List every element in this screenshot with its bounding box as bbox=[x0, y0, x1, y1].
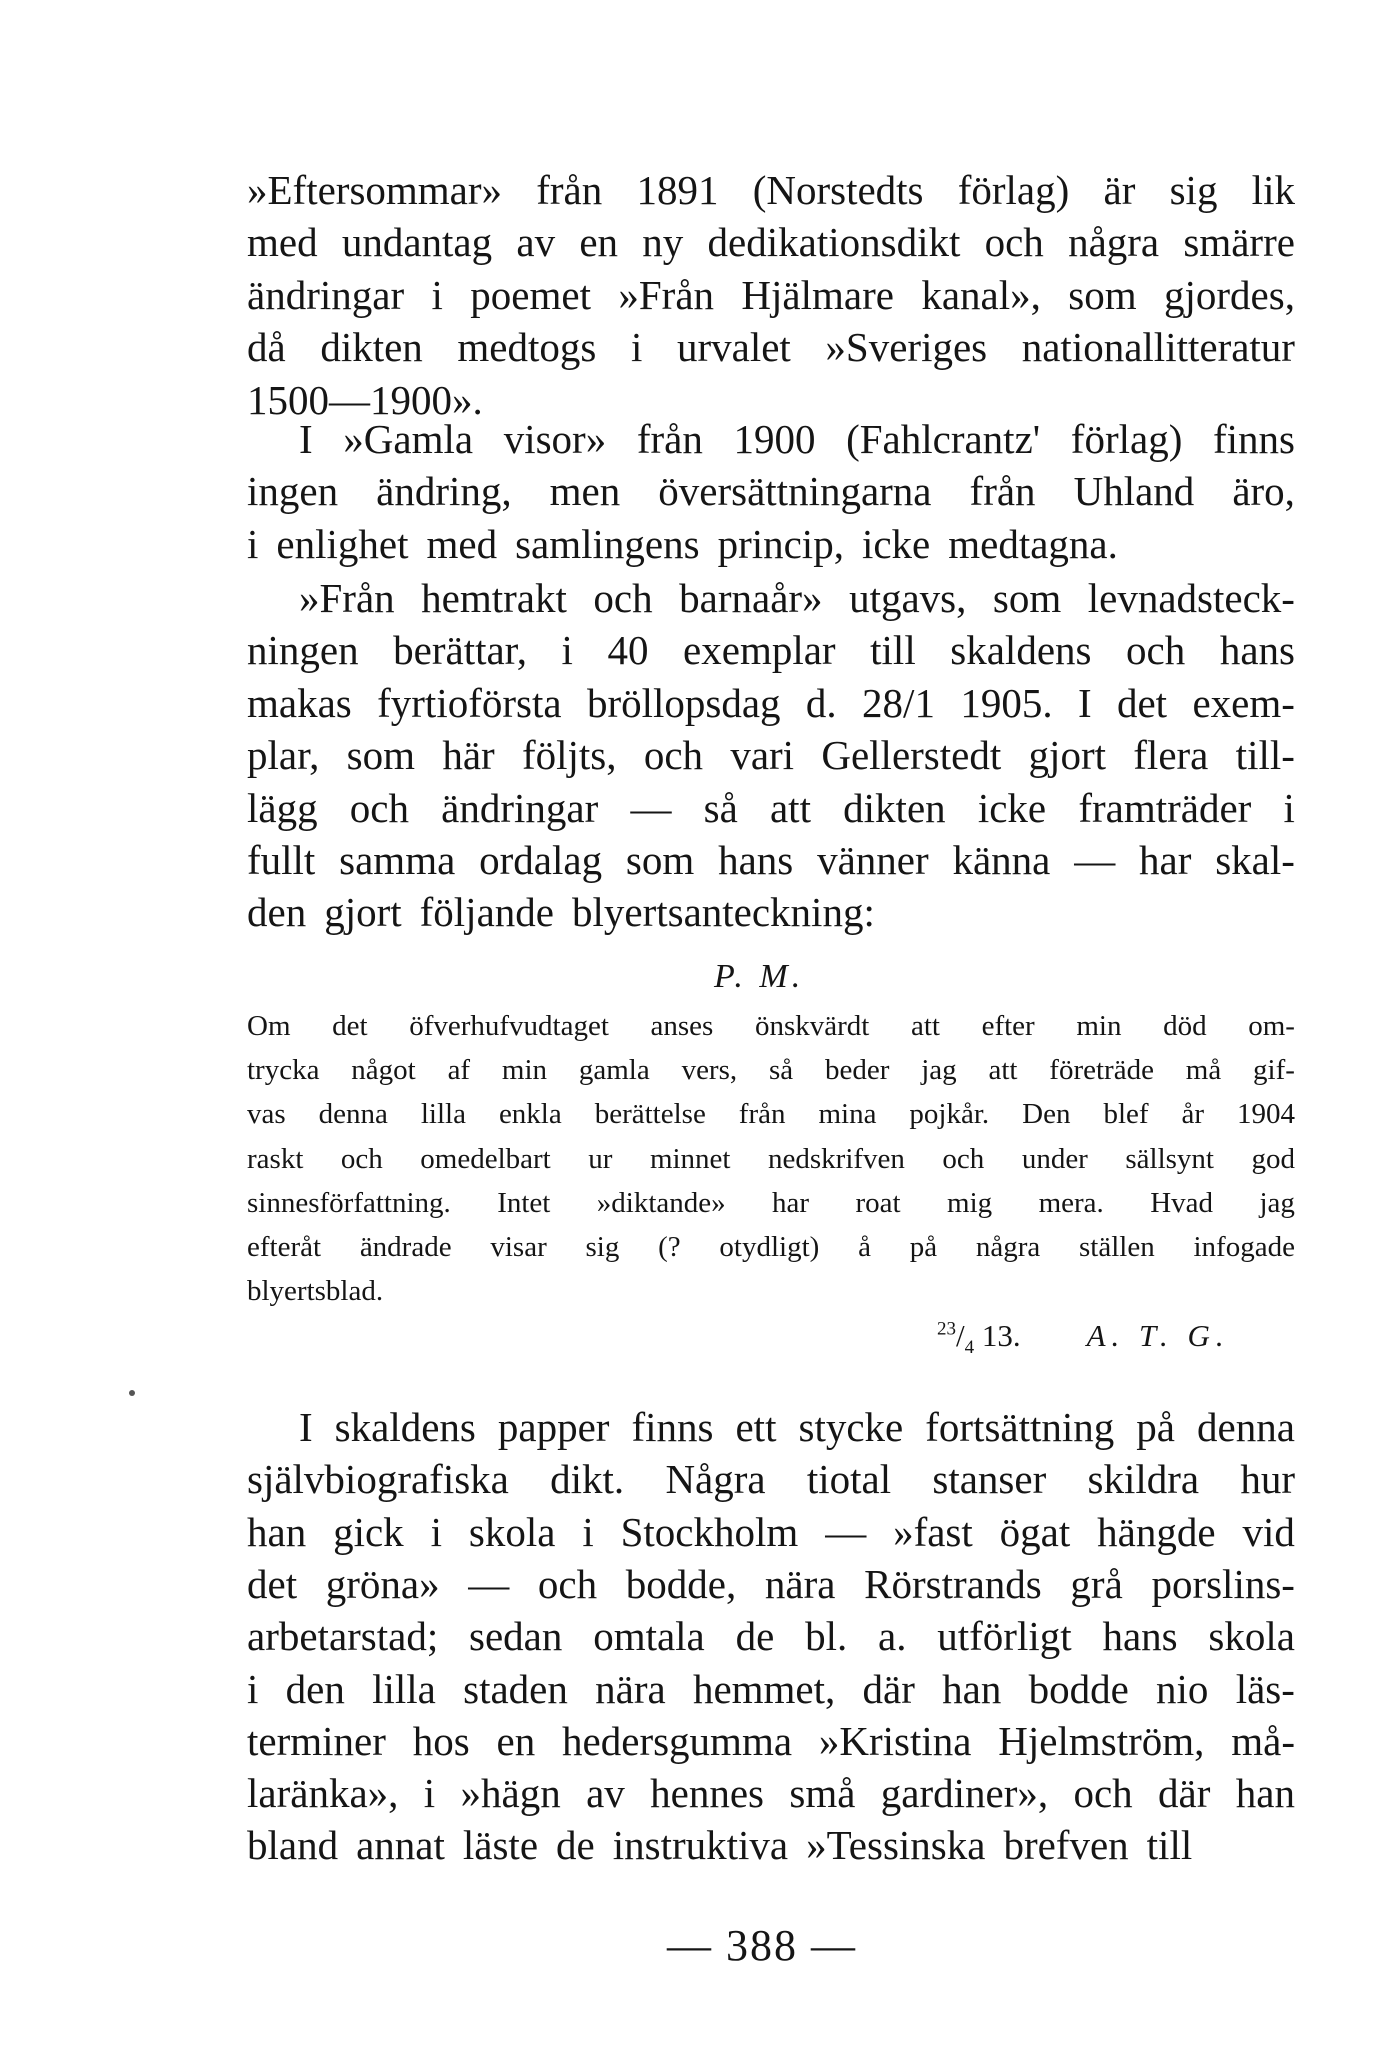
word: skildra bbox=[1087, 1456, 1200, 1503]
word: samlingens bbox=[515, 520, 700, 567]
word: från bbox=[636, 416, 703, 462]
word: vari bbox=[730, 732, 795, 779]
word: hans bbox=[1219, 627, 1295, 674]
word: bland bbox=[247, 1822, 339, 1869]
word: nära bbox=[764, 1560, 836, 1607]
word: i bbox=[247, 520, 259, 567]
word: Några bbox=[665, 1456, 766, 1503]
word: följande bbox=[419, 889, 554, 936]
word: och bbox=[984, 219, 1044, 266]
word: ningen bbox=[247, 627, 359, 674]
word: dikt. bbox=[550, 1456, 625, 1503]
word: å bbox=[858, 1231, 871, 1263]
word: i bbox=[1283, 784, 1295, 831]
word: ordalag bbox=[479, 837, 603, 883]
word: en bbox=[496, 1717, 536, 1764]
note-line bbox=[247, 1271, 1295, 1311]
word: (Fahlcrantz' bbox=[846, 416, 1041, 462]
word: gamla bbox=[578, 1054, 650, 1087]
word: blef bbox=[1103, 1098, 1149, 1131]
word: vid bbox=[1242, 1508, 1295, 1555]
body-line bbox=[247, 270, 1295, 320]
word: om- bbox=[1248, 1010, 1295, 1042]
word: mig bbox=[947, 1186, 993, 1219]
word: till bbox=[870, 627, 916, 674]
word: stanser bbox=[932, 1456, 1047, 1503]
word: med bbox=[247, 219, 318, 266]
word: och bbox=[643, 732, 704, 779]
word: på bbox=[909, 1231, 938, 1263]
word: och bbox=[942, 1142, 985, 1175]
word: det bbox=[332, 1010, 368, 1042]
word: infogade bbox=[1193, 1231, 1295, 1263]
note-line bbox=[247, 1094, 1295, 1134]
word: följts, bbox=[521, 732, 617, 779]
word: finns bbox=[631, 1404, 714, 1450]
word: den bbox=[285, 1665, 345, 1712]
word: blyertsanteckning: bbox=[571, 889, 875, 936]
word: gif- bbox=[1253, 1054, 1295, 1087]
document-page bbox=[247, 0, 1295, 2072]
word: hur bbox=[1240, 1456, 1295, 1503]
word: stycke bbox=[798, 1404, 904, 1450]
word: må bbox=[1185, 1054, 1222, 1087]
word: af bbox=[447, 1054, 471, 1087]
body-line bbox=[247, 519, 1295, 569]
word: dedikationsdikt bbox=[707, 219, 961, 266]
word: översättningarna bbox=[658, 468, 932, 515]
word: känna bbox=[952, 837, 1051, 883]
word: bl. bbox=[805, 1613, 848, 1660]
word: medtagna. bbox=[948, 520, 1118, 567]
word: ögat bbox=[999, 1508, 1071, 1555]
word: död bbox=[1163, 1010, 1207, 1042]
word: 1905. bbox=[960, 679, 1053, 726]
word: »fast bbox=[893, 1508, 973, 1555]
word: så bbox=[768, 1054, 794, 1087]
word: utförligt bbox=[937, 1613, 1072, 1660]
word: de bbox=[556, 1822, 595, 1869]
body-line bbox=[299, 414, 1295, 464]
word: utgavs, bbox=[849, 575, 967, 621]
word: i bbox=[423, 1770, 436, 1817]
body-line bbox=[247, 835, 1295, 885]
word: — bbox=[468, 1560, 510, 1607]
word: hans bbox=[1102, 1613, 1178, 1660]
word: Hvad bbox=[1150, 1186, 1214, 1219]
word: i bbox=[561, 627, 573, 674]
word: på bbox=[1136, 1404, 1175, 1450]
word: jag bbox=[1259, 1186, 1295, 1219]
word: här bbox=[442, 732, 495, 779]
word: i bbox=[430, 1508, 442, 1555]
word: minnet bbox=[649, 1142, 731, 1175]
word: som bbox=[992, 575, 1062, 621]
body-line bbox=[247, 466, 1295, 516]
word: som bbox=[625, 837, 695, 883]
word: en bbox=[579, 219, 619, 266]
word: har bbox=[772, 1186, 810, 1219]
word: läs- bbox=[1235, 1665, 1295, 1712]
body-line bbox=[247, 783, 1295, 833]
word: roat bbox=[855, 1186, 901, 1219]
word: 1891 bbox=[636, 167, 719, 213]
word: förlag) bbox=[1070, 416, 1183, 462]
note-line bbox=[247, 1227, 1295, 1267]
word: I bbox=[299, 416, 313, 462]
body-line bbox=[247, 625, 1295, 675]
word: ett bbox=[735, 1404, 777, 1450]
word: självbiografiska bbox=[247, 1456, 509, 1503]
word: han bbox=[942, 1665, 1002, 1712]
word: jag bbox=[921, 1054, 957, 1087]
body-line bbox=[247, 322, 1295, 372]
word: gröna» bbox=[325, 1560, 440, 1607]
word: Hjelmström, bbox=[998, 1717, 1205, 1764]
word: instruktiva bbox=[612, 1822, 789, 1869]
word: »hägn bbox=[460, 1770, 561, 1817]
word: — bbox=[630, 784, 672, 831]
word: nationallitteratur bbox=[1021, 324, 1295, 371]
word: av bbox=[586, 1770, 625, 1817]
word: vänner bbox=[817, 837, 929, 883]
word: Intet bbox=[497, 1186, 551, 1219]
word: raskt bbox=[247, 1142, 304, 1175]
word: trycka bbox=[247, 1054, 320, 1087]
word: gick bbox=[333, 1508, 404, 1555]
word: otydligt) bbox=[719, 1231, 820, 1263]
word: d. bbox=[805, 679, 837, 726]
word: och bbox=[1126, 627, 1186, 674]
word: »Sveriges bbox=[825, 324, 988, 371]
word: och bbox=[1073, 1770, 1133, 1817]
body-line bbox=[247, 1820, 1295, 1870]
word: efter bbox=[981, 1010, 1035, 1042]
word: 1500—1900». bbox=[247, 376, 483, 423]
word: mera. bbox=[1038, 1186, 1104, 1219]
word: omtala bbox=[593, 1613, 705, 1660]
word: omedelbart bbox=[420, 1142, 551, 1175]
word: då bbox=[247, 324, 286, 371]
word: små bbox=[789, 1770, 856, 1817]
word: smärre bbox=[1183, 219, 1295, 266]
word: papper bbox=[497, 1404, 610, 1450]
word: lägg bbox=[247, 784, 318, 831]
word: av bbox=[516, 219, 556, 266]
body-line bbox=[247, 730, 1295, 780]
word: skaldens bbox=[334, 1404, 476, 1450]
word: några bbox=[975, 1231, 1041, 1263]
word: poemet bbox=[470, 271, 591, 318]
note-initials: A. T. G. bbox=[1086, 1318, 1230, 1353]
word: i bbox=[431, 271, 443, 318]
word: från bbox=[536, 167, 603, 213]
word: (? bbox=[658, 1231, 681, 1263]
word: finns bbox=[1212, 416, 1295, 462]
word: flera bbox=[1133, 732, 1209, 779]
word: visar bbox=[490, 1231, 547, 1263]
word: i bbox=[630, 324, 643, 371]
word: annat bbox=[356, 1822, 445, 1869]
body-line bbox=[247, 1507, 1295, 1557]
word: 1904 bbox=[1237, 1098, 1295, 1131]
note-line bbox=[247, 1050, 1295, 1090]
word: »diktande» bbox=[596, 1186, 726, 1219]
word: ställen bbox=[1079, 1231, 1155, 1263]
word: från bbox=[969, 468, 1036, 515]
body-line bbox=[247, 165, 1295, 215]
word: makas bbox=[247, 679, 352, 726]
word: bodde bbox=[1028, 1665, 1129, 1712]
word: (Norstedts bbox=[752, 167, 924, 213]
body-line bbox=[247, 1716, 1295, 1766]
word: medtogs bbox=[457, 324, 597, 371]
word: nära bbox=[595, 1665, 666, 1712]
word: dikten bbox=[843, 784, 946, 831]
word: hennes bbox=[650, 1770, 764, 1817]
word: denna bbox=[1197, 1404, 1295, 1450]
word: visor» bbox=[503, 416, 607, 462]
word: några bbox=[1068, 219, 1160, 266]
word: att bbox=[910, 1010, 940, 1042]
word: urvalet bbox=[676, 324, 791, 371]
word: gardiner», bbox=[880, 1770, 1049, 1817]
word: laränka», bbox=[247, 1770, 399, 1817]
note-line bbox=[247, 1183, 1295, 1223]
word: vas bbox=[247, 1098, 286, 1131]
word: i bbox=[582, 1508, 594, 1555]
word: något bbox=[351, 1054, 416, 1087]
word: skola bbox=[468, 1508, 556, 1555]
word: exemplar bbox=[683, 627, 836, 674]
word: att bbox=[769, 784, 811, 831]
word: icke bbox=[977, 784, 1047, 831]
word: porslins- bbox=[1151, 1560, 1295, 1607]
word: exem- bbox=[1192, 679, 1295, 726]
word: sig bbox=[585, 1231, 620, 1263]
word: han bbox=[1235, 1770, 1295, 1817]
word: barnaår» bbox=[679, 575, 823, 621]
word: ny bbox=[642, 219, 684, 266]
word: framträder bbox=[1078, 784, 1252, 831]
body-line bbox=[247, 1454, 1295, 1504]
word: förlag) bbox=[957, 167, 1070, 213]
word: undantag bbox=[341, 219, 493, 266]
word: beder bbox=[824, 1054, 890, 1087]
word: företräde bbox=[1049, 1054, 1154, 1087]
word: skal- bbox=[1215, 837, 1295, 883]
word: »Tessinska bbox=[806, 1822, 986, 1869]
word: som bbox=[1068, 271, 1137, 318]
word: och bbox=[593, 575, 653, 621]
word: så bbox=[703, 784, 738, 831]
word: och bbox=[340, 1142, 383, 1175]
word: — bbox=[825, 1508, 867, 1555]
word: sig bbox=[1169, 167, 1218, 213]
note-heading: P. M. bbox=[714, 958, 805, 995]
word: god bbox=[1251, 1142, 1295, 1175]
word: hängde bbox=[1097, 1508, 1216, 1555]
word: sinnesförfattning. bbox=[247, 1186, 451, 1219]
word: »Gamla bbox=[343, 416, 474, 462]
word: enkla bbox=[498, 1098, 562, 1131]
word: skaldens bbox=[950, 627, 1092, 674]
word: kanal», bbox=[921, 271, 1041, 318]
word: bodde, bbox=[625, 1560, 737, 1607]
word: Hjälmare bbox=[741, 271, 894, 318]
word: Uhland bbox=[1073, 468, 1195, 515]
word: 1900 bbox=[733, 416, 816, 462]
word: ändringar bbox=[441, 784, 599, 831]
word: med bbox=[426, 520, 498, 567]
word: fortsättning bbox=[925, 1404, 1115, 1450]
word: ändrade bbox=[359, 1231, 452, 1263]
word: levnadsteck- bbox=[1087, 575, 1295, 621]
word: pojkår. bbox=[909, 1098, 990, 1131]
body-line bbox=[247, 1611, 1295, 1661]
word: lik bbox=[1251, 167, 1295, 213]
note-signature bbox=[937, 1318, 1230, 1359]
word: ändring, bbox=[376, 468, 512, 515]
page-number: — 388 — bbox=[667, 1921, 857, 1970]
word: I bbox=[1077, 679, 1092, 726]
word: öfverhufvudtaget bbox=[409, 1010, 609, 1042]
word: men bbox=[549, 468, 621, 515]
body-line bbox=[247, 217, 1295, 267]
word: berättelse bbox=[594, 1098, 706, 1131]
word: gjort bbox=[324, 889, 402, 936]
word: dikten bbox=[320, 324, 423, 371]
word: gjordes, bbox=[1164, 271, 1295, 318]
word: anses bbox=[650, 1010, 714, 1042]
word: år bbox=[1181, 1098, 1205, 1131]
word: vers, bbox=[681, 1054, 738, 1087]
word: den bbox=[247, 889, 307, 936]
body-line bbox=[247, 887, 1295, 937]
word: Gellerstedt bbox=[821, 732, 1002, 779]
body-line bbox=[247, 1768, 1295, 1818]
word: Stockholm bbox=[620, 1508, 799, 1555]
word: är bbox=[1103, 167, 1136, 213]
word: nedskrifven bbox=[768, 1142, 905, 1175]
word: — bbox=[1074, 837, 1116, 883]
note-line bbox=[247, 1139, 1295, 1179]
word: mina bbox=[818, 1098, 877, 1131]
word: hans bbox=[718, 837, 794, 883]
word: blyertsblad. bbox=[247, 1275, 384, 1308]
word: lilla bbox=[372, 1665, 436, 1712]
word: må- bbox=[1231, 1717, 1295, 1764]
word: efteråt bbox=[247, 1231, 322, 1263]
word: a. bbox=[878, 1613, 907, 1660]
word: plar, bbox=[247, 732, 320, 779]
word: till bbox=[1146, 1822, 1193, 1869]
word: önskvärdt bbox=[754, 1010, 870, 1042]
word: Den bbox=[1022, 1098, 1071, 1131]
body-line bbox=[299, 573, 1295, 623]
word: de bbox=[735, 1613, 775, 1660]
word: denna bbox=[318, 1098, 388, 1131]
word: under bbox=[1021, 1142, 1088, 1175]
word: »Eftersommar» bbox=[247, 167, 503, 213]
word: 40 bbox=[607, 627, 649, 674]
word: att bbox=[988, 1054, 1018, 1087]
body-line bbox=[299, 1402, 1295, 1452]
word: I bbox=[299, 1404, 313, 1450]
word: »Från bbox=[299, 575, 395, 621]
word: fullt bbox=[247, 837, 316, 883]
body-line bbox=[247, 1559, 1295, 1609]
word: i bbox=[247, 1665, 259, 1712]
word: terminer bbox=[247, 1717, 386, 1764]
word: som bbox=[346, 732, 416, 779]
word: till- bbox=[1235, 732, 1295, 779]
word: äro, bbox=[1232, 468, 1295, 515]
word: skola bbox=[1208, 1613, 1295, 1660]
word: min bbox=[501, 1054, 548, 1087]
word: ändringar bbox=[247, 271, 405, 318]
note-date: $^{23}/_4$ 13. bbox=[937, 1318, 1021, 1359]
word: ur bbox=[588, 1142, 613, 1175]
word: min bbox=[1076, 1010, 1122, 1042]
word: staden bbox=[463, 1665, 568, 1712]
word: hemtrakt bbox=[421, 575, 567, 621]
word: princip, bbox=[717, 520, 844, 567]
word: grå bbox=[1070, 1560, 1123, 1607]
stray-mark bbox=[129, 1390, 135, 1396]
word: sedan bbox=[469, 1613, 563, 1660]
word: samma bbox=[339, 837, 456, 883]
word: nio bbox=[1156, 1665, 1209, 1712]
word: »Kristina bbox=[818, 1717, 972, 1764]
word: läste bbox=[462, 1822, 539, 1869]
word: Om bbox=[247, 1010, 291, 1042]
word: lilla bbox=[420, 1098, 466, 1131]
word: har bbox=[1139, 837, 1192, 883]
word: arbetarstad; bbox=[247, 1613, 439, 1660]
word: Rörstrands bbox=[864, 1560, 1042, 1607]
word: fyrtioförsta bbox=[377, 679, 562, 726]
word: han bbox=[247, 1508, 307, 1555]
word: och bbox=[349, 784, 409, 831]
word: hemmet, bbox=[692, 1665, 836, 1712]
word: ingen bbox=[247, 468, 339, 515]
word: gjort bbox=[1028, 732, 1106, 779]
word: det bbox=[1116, 679, 1168, 726]
word: hedersgumma bbox=[562, 1717, 793, 1764]
word: »Från bbox=[618, 271, 715, 318]
word: hos bbox=[412, 1717, 470, 1764]
word: bröllopsdag bbox=[586, 679, 781, 726]
word: berättar, bbox=[393, 627, 527, 674]
word: och bbox=[537, 1560, 598, 1607]
word: där bbox=[862, 1665, 915, 1712]
word: tiotal bbox=[806, 1456, 892, 1503]
word: sällsynt bbox=[1125, 1142, 1214, 1175]
word: 28/1 bbox=[862, 679, 935, 726]
word: icke bbox=[861, 520, 931, 567]
word: där bbox=[1158, 1770, 1211, 1817]
body-line bbox=[247, 678, 1295, 728]
word: brefven bbox=[1003, 1822, 1129, 1869]
word: det bbox=[247, 1560, 298, 1607]
word: enlighet bbox=[276, 520, 409, 567]
body-line bbox=[247, 1664, 1295, 1714]
word: från bbox=[738, 1098, 786, 1131]
note-line bbox=[247, 1006, 1295, 1046]
